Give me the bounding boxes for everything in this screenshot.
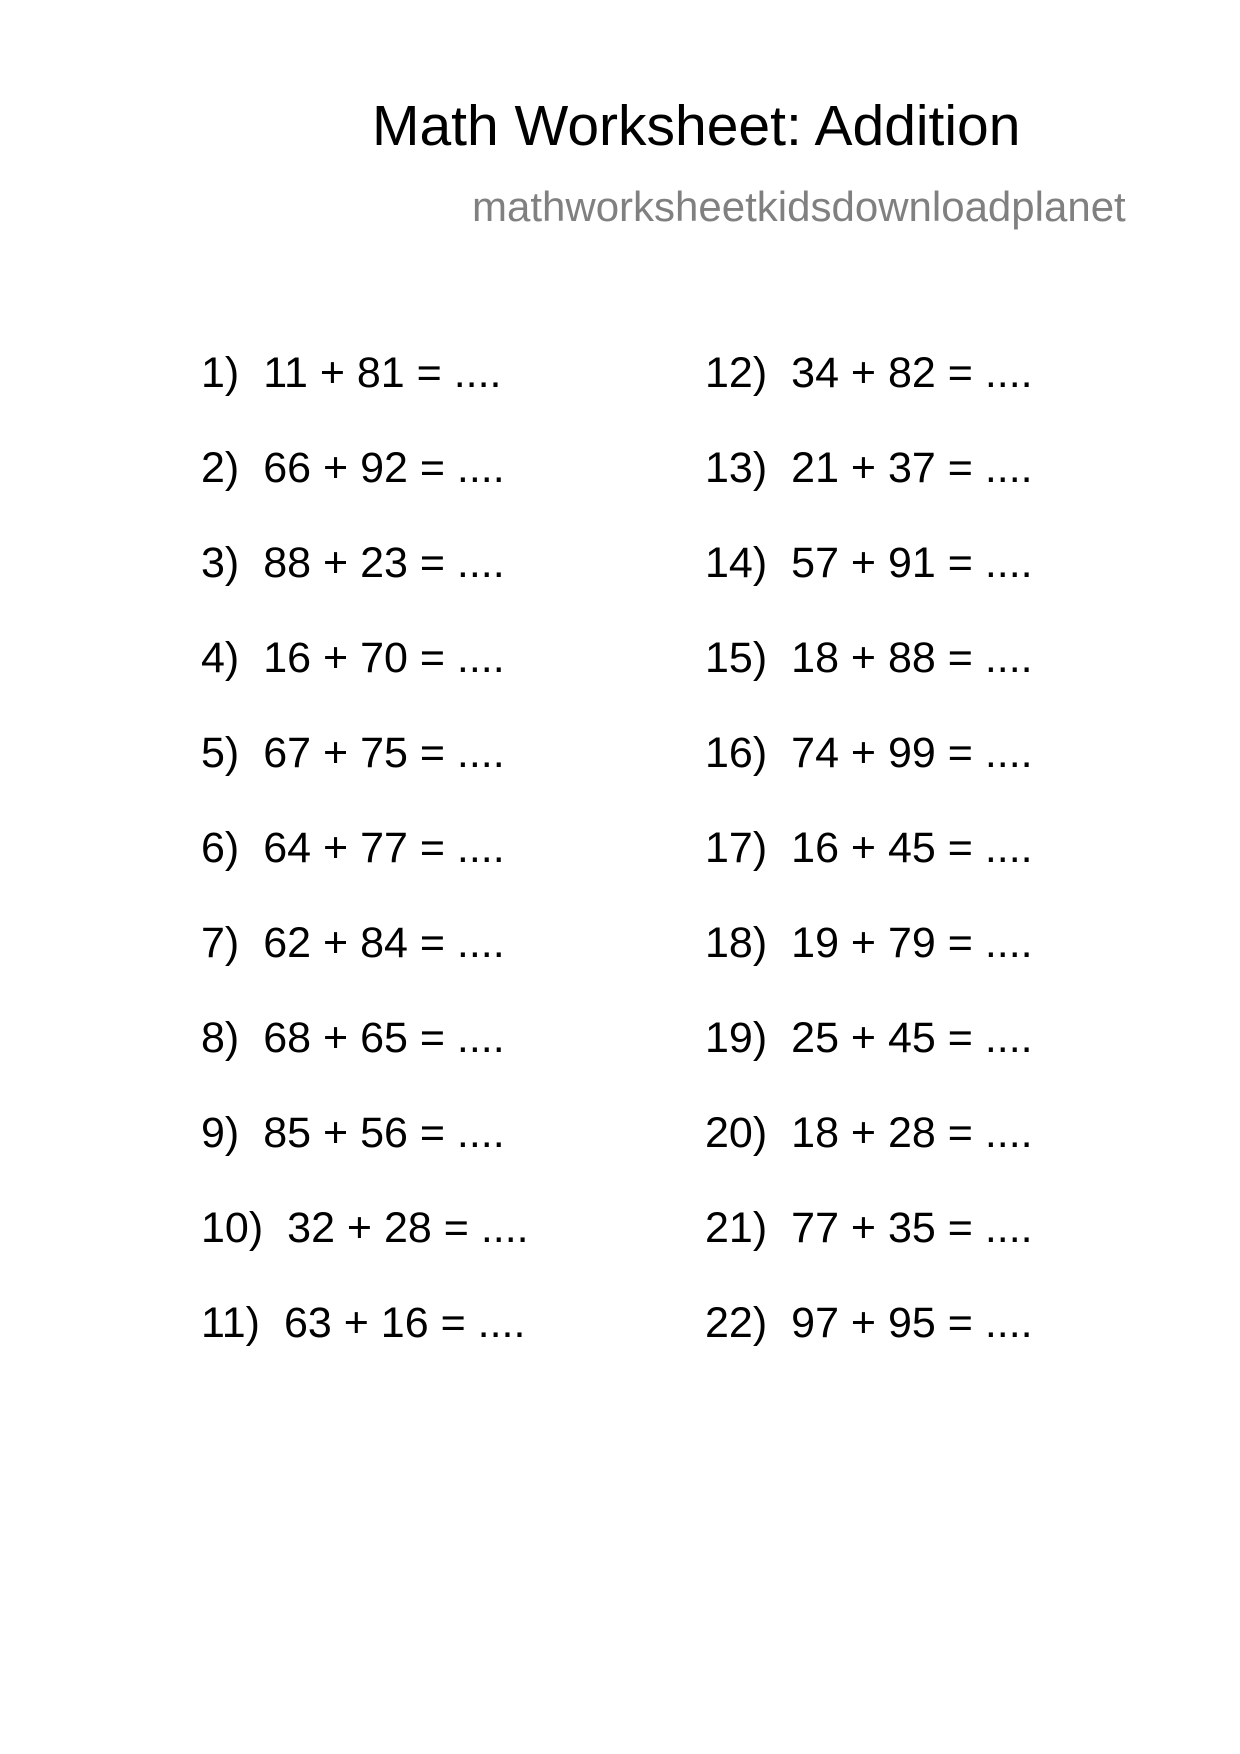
problem-item — [705, 349, 1033, 447]
problem-item — [201, 919, 529, 1017]
problem-expression: 88 + 23 = .... — [263, 539, 505, 587]
problem-item — [705, 824, 1033, 922]
problem-number: 19) — [705, 1014, 768, 1062]
problem-item — [201, 1204, 529, 1302]
problem-number: 18) — [705, 919, 768, 967]
problem-item — [705, 919, 1033, 1017]
problem-item — [201, 634, 529, 732]
problem-number: 1) — [201, 349, 240, 397]
problem-number: 8) — [201, 1014, 240, 1062]
problem-number: 6) — [201, 824, 240, 872]
problem-item — [705, 444, 1033, 542]
problem-item — [705, 1299, 1033, 1397]
problem-number: 4) — [201, 634, 240, 682]
problem-number: 5) — [201, 729, 240, 777]
problem-expression: 74 + 99 = .... — [791, 729, 1033, 777]
problem-item — [201, 444, 529, 542]
problem-number: 3) — [201, 539, 240, 587]
problem-item — [201, 729, 529, 827]
problem-expression: 57 + 91 = .... — [791, 539, 1033, 587]
problem-number: 20) — [705, 1109, 768, 1157]
problem-item — [705, 539, 1033, 637]
problem-number: 9) — [201, 1109, 240, 1157]
problem-expression: 19 + 79 = .... — [791, 919, 1033, 967]
problem-number: 13) — [705, 444, 768, 492]
problem-item — [201, 539, 529, 637]
problem-expression: 21 + 37 = .... — [791, 444, 1033, 492]
problem-expression: 18 + 88 = .... — [791, 634, 1033, 682]
problem-number: 22) — [705, 1299, 768, 1347]
problem-expression: 67 + 75 = .... — [263, 729, 505, 777]
page-title: Math Worksheet: Addition — [372, 94, 1021, 158]
problem-number: 11) — [201, 1299, 260, 1347]
problem-number: 17) — [705, 824, 768, 872]
problem-expression: 68 + 65 = .... — [263, 1014, 505, 1062]
problem-item — [705, 1109, 1033, 1207]
page-subtitle: mathworksheetkidsdownloadplanet — [472, 183, 1126, 230]
problem-item — [201, 1109, 529, 1207]
problem-expression: 66 + 92 = .... — [263, 444, 505, 492]
problems-column-left — [201, 349, 529, 1397]
problem-item — [705, 729, 1033, 827]
problem-expression: 77 + 35 = .... — [791, 1204, 1033, 1252]
problem-item — [201, 349, 529, 447]
problem-item — [705, 634, 1033, 732]
problem-number: 7) — [201, 919, 240, 967]
problem-expression: 11 + 81 = .... — [263, 349, 502, 397]
problem-expression: 32 + 28 = .... — [287, 1204, 529, 1252]
problems-column-right — [705, 349, 1033, 1397]
problem-number: 16) — [705, 729, 768, 777]
problem-expression: 25 + 45 = .... — [791, 1014, 1033, 1062]
problem-expression: 16 + 45 = .... — [791, 824, 1033, 872]
problem-expression: 97 + 95 = .... — [791, 1299, 1033, 1347]
problem-expression: 16 + 70 = .... — [263, 634, 505, 682]
problem-number: 15) — [705, 634, 768, 682]
problem-expression: 64 + 77 = .... — [263, 824, 505, 872]
problem-expression: 85 + 56 = .... — [263, 1109, 505, 1157]
problem-expression: 63 + 16 = .... — [283, 1299, 526, 1347]
problem-item — [201, 1014, 529, 1112]
problem-item — [201, 824, 529, 922]
problem-item — [705, 1014, 1033, 1112]
problem-number: 12) — [705, 349, 768, 397]
problem-expression: 18 + 28 = .... — [791, 1109, 1033, 1157]
problem-expression: 34 + 82 = .... — [791, 349, 1033, 397]
problem-number: 10) — [201, 1204, 264, 1252]
problem-expression: 62 + 84 = .... — [263, 919, 505, 967]
problem-number: 21) — [705, 1204, 768, 1252]
problem-item — [201, 1299, 529, 1397]
problem-item — [705, 1204, 1033, 1302]
problem-number: 2) — [201, 444, 240, 492]
problem-number: 14) — [705, 539, 768, 587]
